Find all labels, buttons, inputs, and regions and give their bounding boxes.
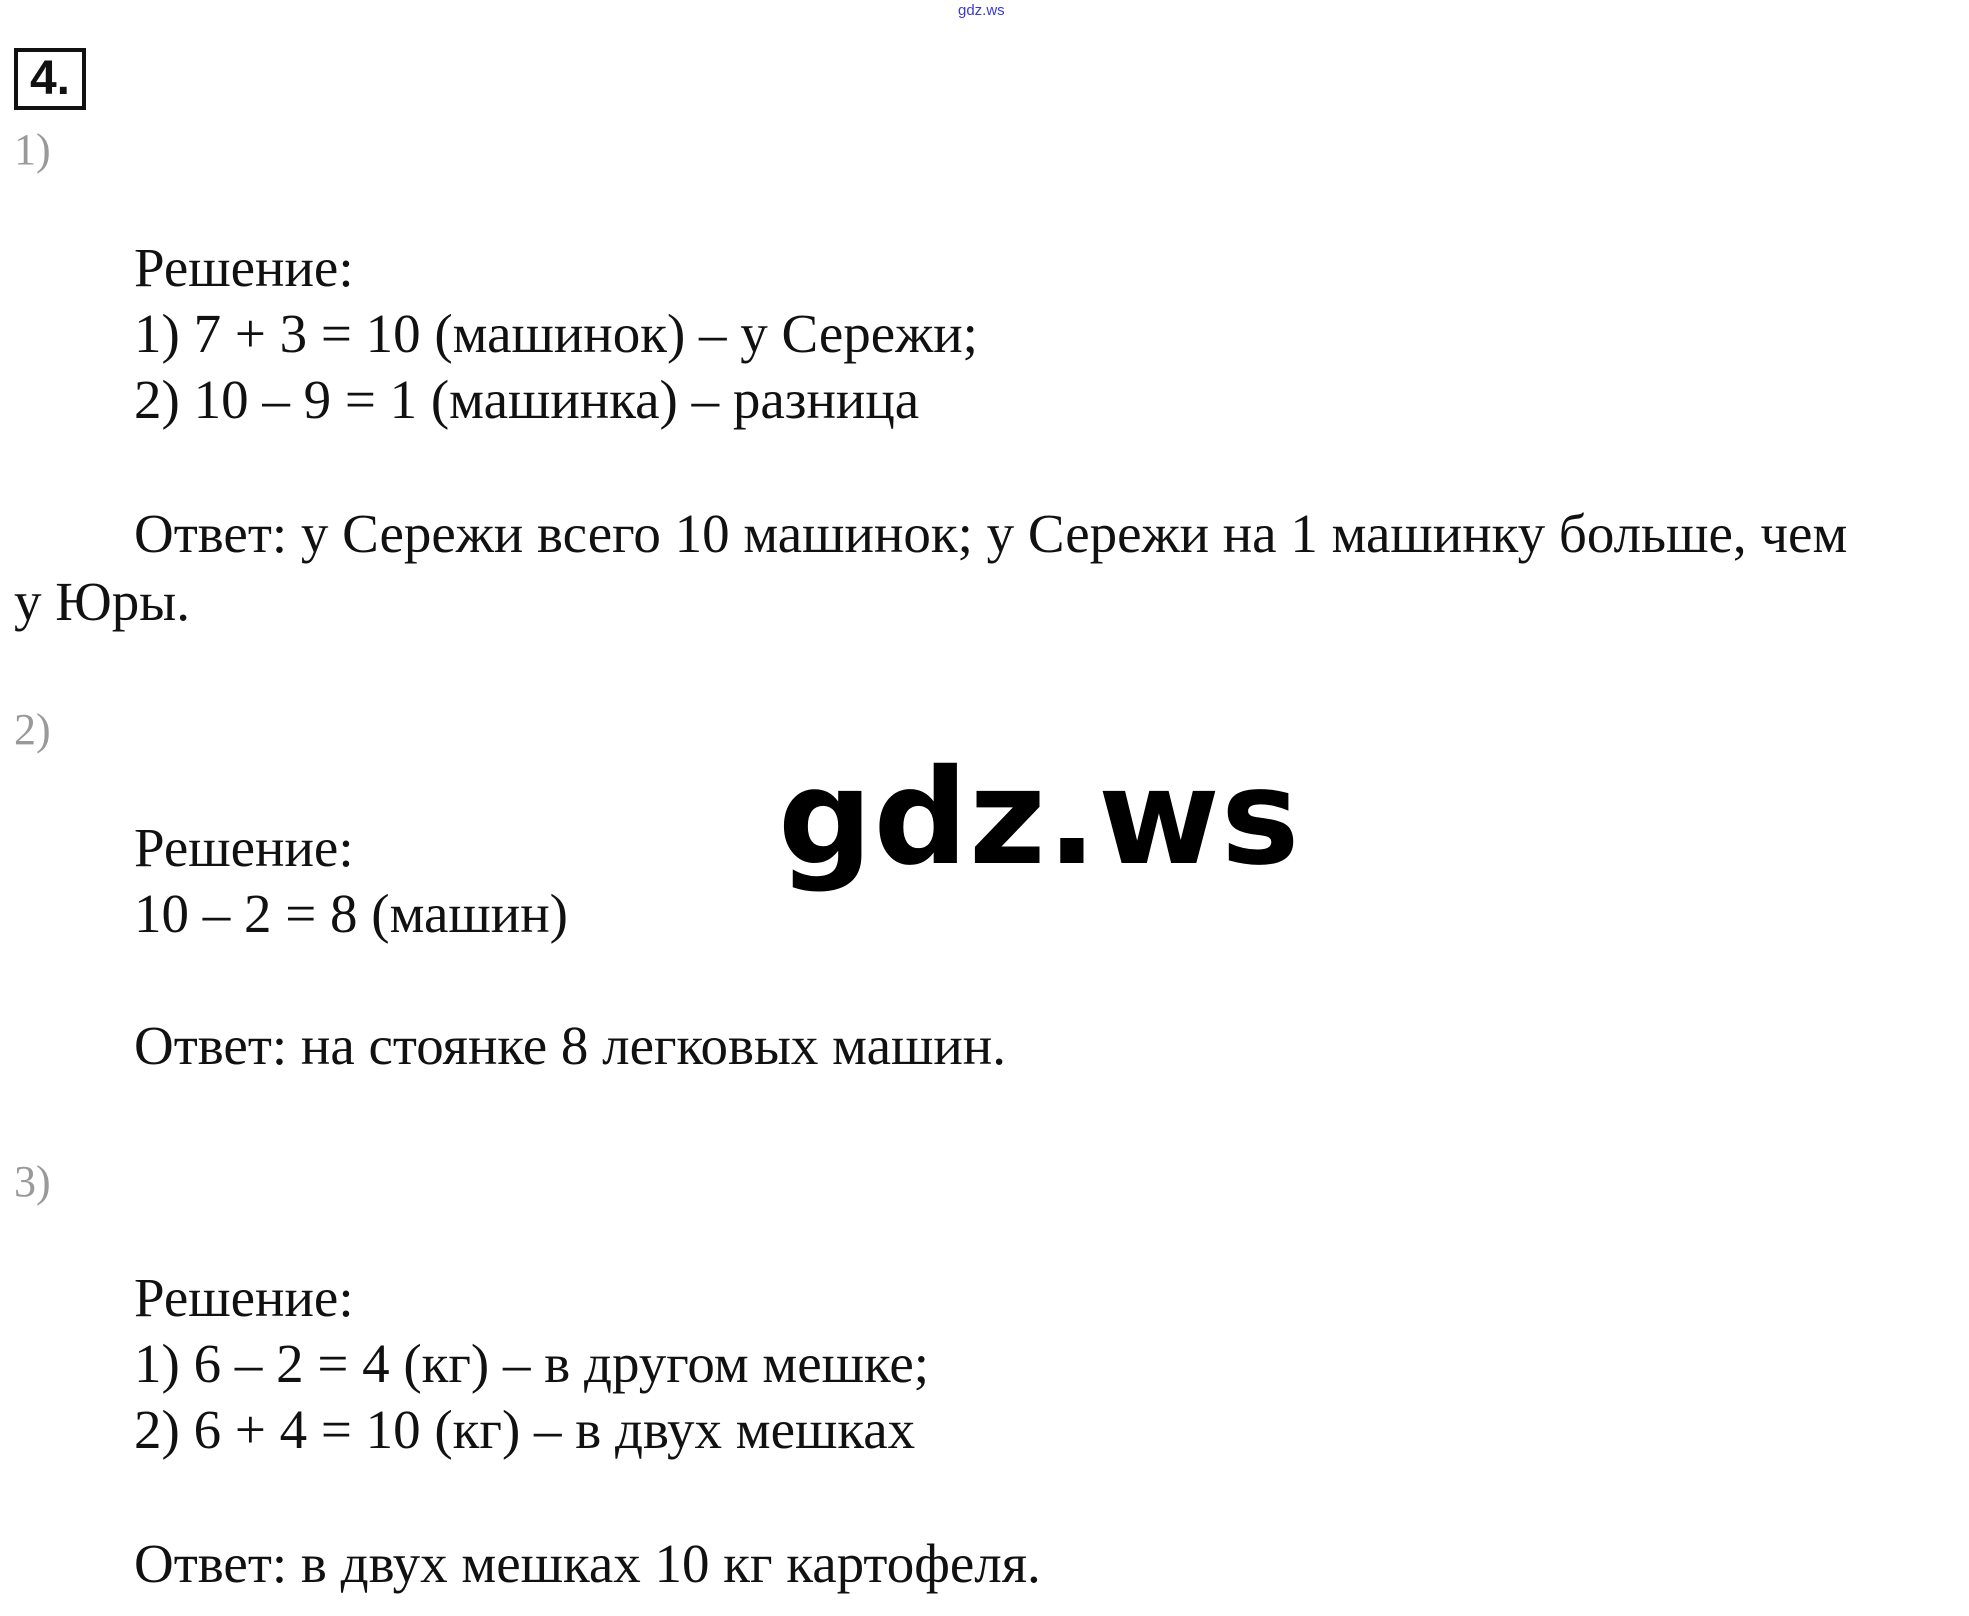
part-2-answer-line-1: Ответ: на стоянке 8 легковых машин. [134,1015,1006,1076]
part-3-solution-label: Решение: [134,1267,354,1328]
part-3-answer-line-1: Ответ: в двух мешках 10 кг картофеля. [134,1533,1041,1594]
part-1-step-1: 1) 7 + 3 = 10 (машинок) – у Сережи; [134,303,978,364]
watermark-logo: gdz.ws [778,741,1301,895]
part-3-step-1: 1) 6 – 2 = 4 (кг) – в другом мешке; [134,1333,930,1394]
part-1-answer-line-1: Ответ: у Сережи всего 10 машинок; у Сережи на 1 машинку больше, чем [134,503,1848,564]
task-number-box: 4. [14,48,86,110]
part-3-step-2: 2) 6 + 4 = 10 (кг) – в двух мешках [134,1399,916,1460]
part-1-answer-line-2: у Юры. [14,571,190,632]
part-1-solution-label: Решение: [134,237,354,298]
site-mark[interactable]: gdz.ws [958,2,1005,19]
part-2-solution-label: Решение: [134,817,354,878]
part-3-number: 3) [14,1157,51,1206]
part-1-number: 1) [14,125,51,174]
part-2-step-1: 10 – 2 = 8 (машин) [134,883,568,944]
part-2-number: 2) [14,705,51,754]
part-1-step-2: 2) 10 – 9 = 1 (машинка) – разница [134,369,920,430]
